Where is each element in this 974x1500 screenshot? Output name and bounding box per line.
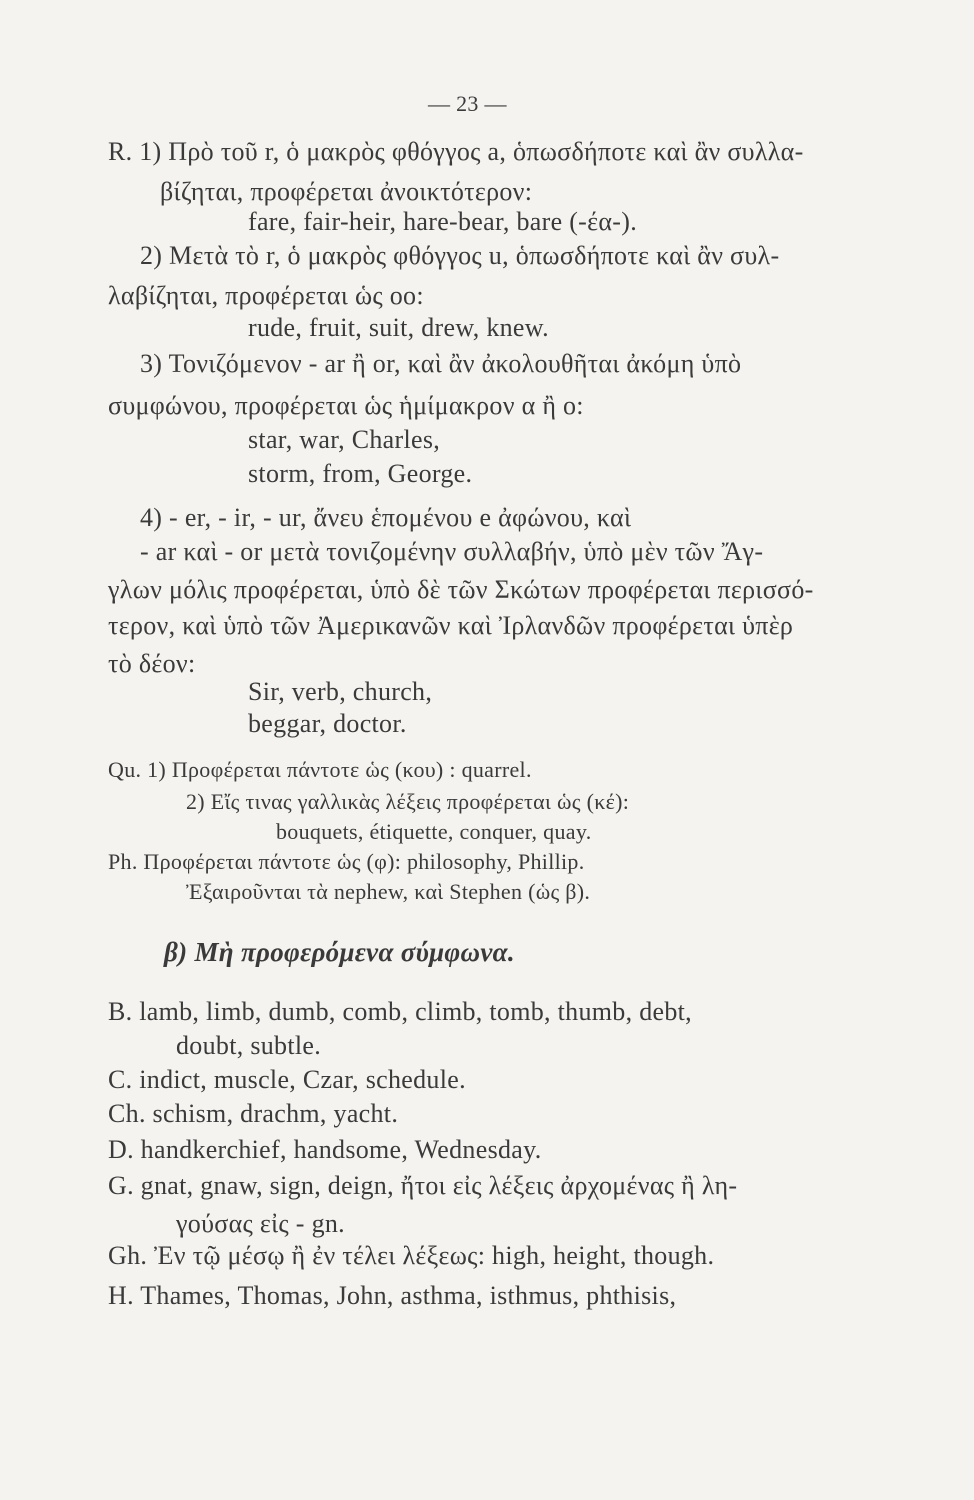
text-line: Ch. schism, drachm, yacht. bbox=[108, 1099, 399, 1128]
text-line: rude, fruit, suit, drew, knew. bbox=[248, 313, 549, 342]
text-line: fare, fair-heir, hare-bear, bare (-έα-). bbox=[248, 207, 637, 236]
text-line: beggar, doctor. bbox=[248, 709, 407, 738]
text-line: G. gnat, gnaw, sign, deign, ἤτοι εἰς λέξεις ἀρχομένας ἢ λη- bbox=[108, 1171, 738, 1200]
page-number: — 23 — bbox=[428, 91, 507, 116]
text-line: Ph. Προφέρεται πάντοτε ὡς (φ): philosophy, Phillip. bbox=[108, 849, 585, 874]
text-line: 2) Μετὰ τὸ r, ὁ μακρὸς φθόγγος u, ὁπωσδήποτε καὶ ἂν συλ- bbox=[140, 241, 780, 270]
text-line: τὸ δέον: bbox=[108, 649, 196, 678]
text-line: R. 1) Πρὸ τοῦ r, ὁ μακρὸς φθόγγος a, ὁπωσδήποτε καὶ ἂν συλλα- bbox=[108, 137, 804, 166]
text-line: B. lamb, limb, dumb, comb, climb, tomb, thumb, debt, bbox=[108, 997, 692, 1026]
text-line: doubt, subtle. bbox=[176, 1031, 322, 1060]
text-line: λαβίζηται, προφέρεται ὡς οο: bbox=[108, 281, 424, 310]
text-line: βίζηται, προφέρεται ἀνοικτότερον: bbox=[160, 177, 533, 206]
text-line: Qu. 1) Προφέρεται πάντοτε ὡς (κου) : quarrel. bbox=[108, 757, 532, 782]
text-line: H. Thames, Thomas, John, asthma, isthmus, phthisis, bbox=[108, 1281, 677, 1310]
section-heading: β) Μὴ προφερόμενα σύμφωνα. bbox=[164, 937, 515, 967]
text-line: Ἐξαιροῦνται τὰ nephew, καὶ Stephen (ὡς β). bbox=[186, 879, 591, 904]
text-line: star, war, Charles, bbox=[248, 425, 441, 454]
text-line: C. indict, muscle, Czar, schedule. bbox=[108, 1065, 466, 1094]
text-line: bouquets, étiquette, conquer, quay. bbox=[276, 819, 592, 844]
text-line: γλων μόλις προφέρεται, ὑπὸ δὲ τῶν Σκώτων προφέρεται περισσό- bbox=[108, 575, 814, 604]
text-line: D. handkerchief, handsome, Wednesday. bbox=[108, 1135, 542, 1164]
text-line: 2) Εἴς τινας γαλλικὰς λέξεις προφέρεται ὡς (κέ): bbox=[186, 789, 630, 814]
text-line: Sir, verb, church, bbox=[248, 677, 433, 706]
text-line: 3) Τονιζόμενον - ar ἢ or, καὶ ἂν ἀκολουθῆται ἀκόμη ὑπὸ bbox=[140, 349, 742, 378]
text-line: γούσας εἰς - gn. bbox=[176, 1209, 345, 1238]
text-line: τερον, καὶ ὑπὸ τῶν Ἀμερικανῶν καὶ Ἰρλανδῶν προφέρεται ὑπὲρ bbox=[108, 611, 794, 640]
text-line: Gh. Ἐν τῷ μέσῳ ἢ ἐν τέλει λέξεως: high, height, though. bbox=[108, 1241, 715, 1270]
text-line: 4) - er, - ir, - ur, ἄνευ ἑπομένου e ἀφώνου, καὶ bbox=[140, 503, 632, 532]
text-line: συμφώνου, προφέρεται ὡς ἡμίμακρον α ἢ ο: bbox=[108, 391, 584, 420]
text-line: - ar καὶ - or μετὰ τονιζομένην συλλαβήν, ὑπὸ μὲν τῶν Ἄγ- bbox=[140, 537, 764, 566]
text-line: storm, from, George. bbox=[248, 459, 473, 488]
